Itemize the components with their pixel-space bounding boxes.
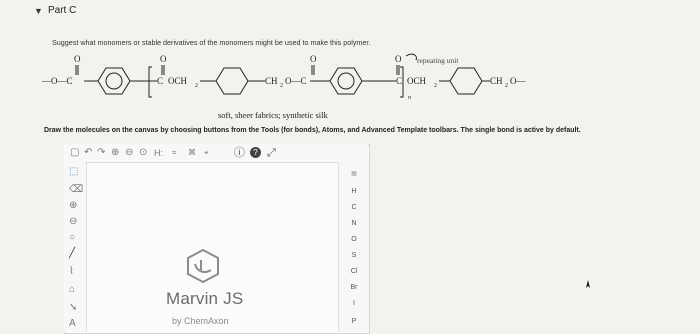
carbonyl-o-3: O [310,54,317,64]
atom-button-cl[interactable]: Cl [350,268,358,275]
atom-button-o[interactable]: O [351,236,357,243]
help-icon[interactable]: ? [250,147,261,158]
atom-button-br[interactable]: Br [350,284,358,291]
clean-2d-icon[interactable]: ⌗ [172,148,177,157]
select-tool-icon[interactable]: ⬚ [69,166,79,177]
zoom-fit-icon[interactable]: ⊙ [139,147,148,158]
carbonyl-c-2: C [157,76,164,86]
carbonyl-c-4: C [396,76,403,86]
sub2-d: 2 [505,83,508,89]
atom-button-i[interactable]: I [353,300,355,307]
repeating-unit-label: repeating unit [417,56,459,65]
charge-plus-icon[interactable]: ⊕ [69,200,78,211]
sub2-a: 2 [195,83,198,89]
carbonyl-o-2: O [160,54,167,64]
polymer-structure [40,53,660,113]
ring-tool-icon[interactable]: ○ [69,232,76,243]
ch2o-label-2: CH [490,76,503,86]
single-bond-icon[interactable]: ╱ [69,248,76,259]
sub2-c: 2 [434,83,437,89]
sub2-b: 2 [280,83,283,89]
och2-label-1: OCH [168,76,188,86]
structure-search-icon[interactable]: ⌖ [204,148,209,157]
atom-button-h[interactable]: H [351,188,357,195]
mouse-cursor-icon [583,280,593,290]
atom-button-p[interactable]: P [351,318,357,325]
info-icon[interactable]: ⓘ [234,147,245,159]
marvin-subtitle: by ChemAxon [172,316,229,326]
carbonyl-o-1: O [74,54,81,64]
o-c-label-1: O—C [285,76,307,86]
atom-button-s[interactable]: S [351,252,357,259]
clean-3d-icon[interactable]: ⌘ [188,148,196,157]
editor-top-toolbar [64,144,368,163]
polymer-caption: soft, sheer fabrics; synthetic silk [218,110,328,120]
carbonyl-o-4: O [395,54,402,64]
editor-left-toolbar [64,162,87,332]
text-tool-icon[interactable]: A [69,318,76,329]
arrow-tool-icon[interactable]: ➘ [69,302,78,313]
marvin-title: Marvin JS [166,289,244,308]
zoom-out-icon[interactable]: ⊖ [125,147,134,158]
charge-minus-icon[interactable]: ⊖ [69,216,78,227]
n-subscript: n [408,95,411,101]
fullscreen-icon[interactable]: ⤢ [267,147,276,159]
hydrogen-toggle[interactable]: H: [154,148,163,158]
marvin-logo-icon [183,248,223,286]
left-end-label: —O—C [42,76,73,86]
drawing-instructions: Draw the molecules on the canvas by choosing buttons from the Tools (for bonds), Atoms, and Advanced Template toolbars. The single bond is active by default. [44,127,581,134]
template-tool-icon[interactable]: ⌂ [69,284,76,295]
new-doc-icon[interactable]: ▢ [70,147,80,158]
chain-tool-icon[interactable]: ⌇ [69,266,74,277]
atom-button-n[interactable]: N [351,220,357,227]
zoom-in-icon[interactable]: ⊕ [111,147,120,158]
part-title: Part C [48,5,77,16]
atom-button-c[interactable]: C [351,204,357,211]
och2-label-2: OCH [407,76,427,86]
periodic-table-icon[interactable]: ▦ [351,171,357,177]
question-prompt: Suggest what monomers or stable derivatives of the monomers might be used to make this polymer. [52,38,371,47]
atoms-toolbar [338,162,369,332]
undo-icon[interactable]: ↶ [84,147,93,158]
ch2o-label-1: CH [265,76,278,86]
collapse-caret-icon[interactable]: ▼ [34,6,43,16]
redo-icon[interactable]: ↷ [97,147,106,158]
o-end-label: O— [510,76,526,86]
erase-tool-icon[interactable]: ⌫ [69,184,84,195]
